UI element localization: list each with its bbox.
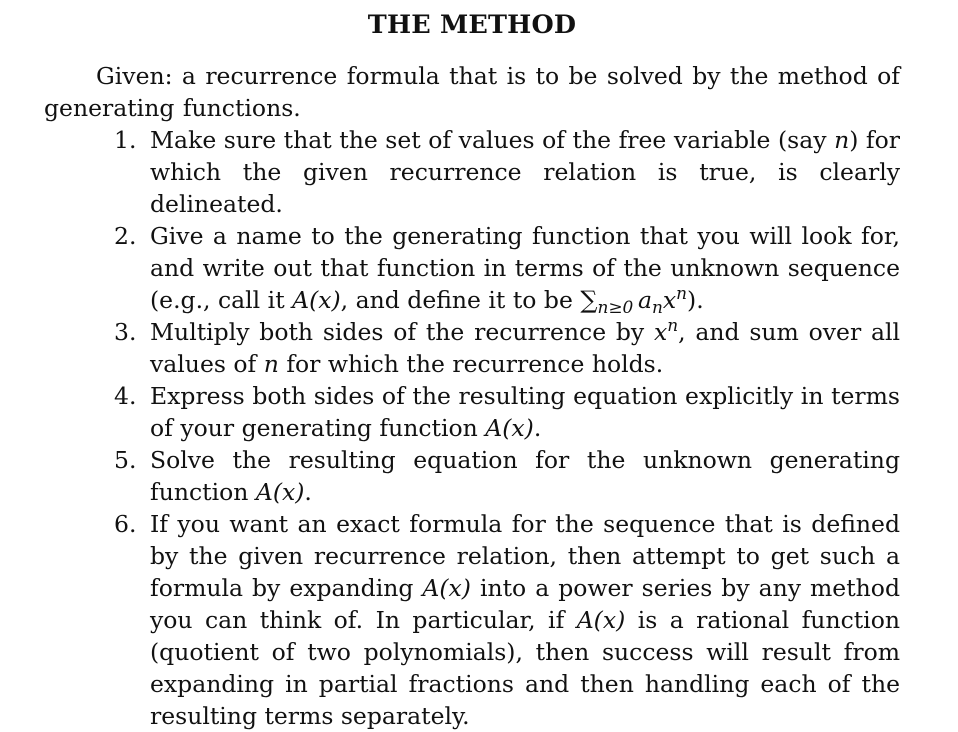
summation-symbol: ∑: [580, 286, 598, 314]
math-expression: n: [834, 126, 850, 154]
intro-paragraph: Given: a recurrence formula that is to be solved by the method of generating functions.: [44, 62, 900, 122]
section-title: THE METHOD: [367, 10, 577, 40]
step-item: [44, 380, 900, 444]
step-text: Give a name to the generating function that you will look for, and write out that function in terms of the unknown sequence (e.g., call it A(x), and define it to be $\sum_{n\ge 0}$ $a_nx^n$).: [150, 222, 900, 318]
step-number: 3.: [114, 318, 137, 346]
step-number: 5.: [114, 446, 137, 474]
steps-list: [44, 124, 900, 732]
math-expression: A(x): [422, 574, 471, 602]
step-text: Solve the resulting equation for the unknown generating function A(x).: [150, 446, 900, 506]
step-text: If you want an exact formula for the sequence that is defined by the given recurrence relation, then attempt to get such a formula by expanding A(x) into a power series by any method you can think of. In particular, if A(x) is a rational function (quotient of two polynomials), then success will result from expanding in partial fractions and then handling each of the resulting terms separately.: [150, 510, 900, 730]
coefficient-index: n: [652, 297, 663, 318]
math-expression: n: [263, 350, 279, 378]
step-item: [44, 508, 900, 732]
step-text: Express both sides of the resulting equation explicitly in terms of your generating function A(x).: [150, 382, 900, 442]
math-expression: A(x): [292, 286, 341, 314]
step-item: [44, 220, 900, 316]
step-text: Multiply both sides of the recurrence by $x^n$, and sum over all values of n for which the recurrence holds.: [150, 314, 900, 378]
power-exponent: n: [667, 314, 679, 335]
step-number: 6.: [114, 510, 137, 538]
math-expression: A(x): [576, 606, 626, 634]
step-item: [44, 124, 900, 220]
step-item: [44, 316, 900, 380]
step-text: Make sure that the set of values of the free variable (say n) for which the given recurrence relation is true, is clearly delineated.: [150, 126, 901, 218]
power-exponent: n: [676, 282, 688, 303]
document-page: [44, 8, 900, 732]
step-number: 2.: [114, 222, 137, 250]
step-item: [44, 444, 900, 508]
summation-index: n≥0: [597, 297, 634, 318]
step-number: 4.: [114, 382, 137, 410]
summation-expression: $\sum_{n\ge 0}$ $a_nx^n$: [580, 282, 688, 318]
math-expression: A(x): [255, 478, 305, 506]
math-expression: A(x): [485, 414, 534, 442]
math-expression: $x^n$: [653, 314, 679, 346]
step-number: 1.: [114, 126, 137, 154]
